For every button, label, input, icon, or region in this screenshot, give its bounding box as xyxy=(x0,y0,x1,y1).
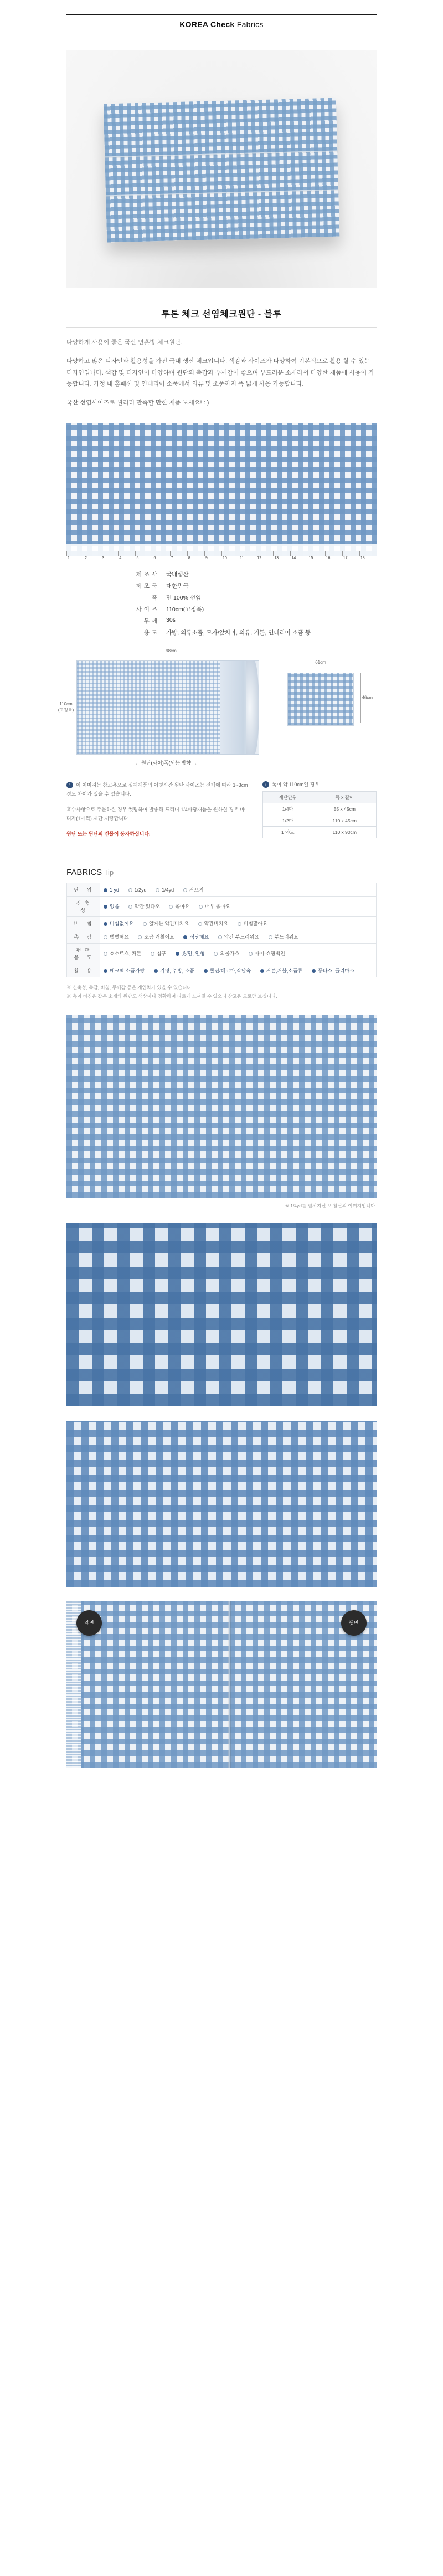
cut-size-table xyxy=(262,791,377,838)
tip-option[interactable] xyxy=(238,920,267,927)
tip-option-label: 조금 거칠어요 xyxy=(144,934,174,940)
product-title-block xyxy=(66,307,377,409)
tip-option[interactable] xyxy=(260,967,303,974)
radio-dot-icon xyxy=(198,922,202,926)
photo-pattern-c xyxy=(66,1421,377,1587)
table-cell-unit: 1/2마 xyxy=(263,815,313,827)
radio-dot-icon xyxy=(104,905,107,909)
ruler-tick-label: 2 xyxy=(85,556,87,560)
tip-option-label: 1/4yd xyxy=(162,887,174,893)
tip-option-label: 좋아요 xyxy=(175,904,190,910)
bottom-spacer xyxy=(0,1768,443,1790)
radio-dot-icon xyxy=(204,969,208,973)
specification-list xyxy=(105,569,338,638)
tip-option[interactable] xyxy=(176,950,205,957)
tip-row-touch xyxy=(67,930,377,943)
roll-tube-end xyxy=(246,660,259,755)
radio-dot-icon xyxy=(128,905,132,909)
tip-row-options xyxy=(100,916,377,930)
tip-option[interactable] xyxy=(104,920,133,927)
tip-option-label: 침구 xyxy=(156,951,167,957)
tip-option-label: 키링, 주방, 소품 xyxy=(159,967,195,974)
spec-row xyxy=(105,627,338,638)
radio-dot-icon xyxy=(104,952,107,956)
tip-option-label: 등타스, 플리마스 xyxy=(318,967,354,974)
tip-option[interactable] xyxy=(143,920,189,927)
note-line-2 xyxy=(66,805,249,823)
cut-height-dimension xyxy=(360,673,373,723)
fabrics-tip-table xyxy=(66,883,377,977)
radio-dot-icon xyxy=(249,952,253,956)
tip-option-label: 약간 있다오 xyxy=(134,904,160,910)
spec-value: 30s xyxy=(166,616,176,623)
radio-dot-icon xyxy=(128,888,132,892)
tip-option-label: 뻣뻣해요 xyxy=(110,934,129,940)
ruler-tick-label: 15 xyxy=(308,556,313,560)
ruler-tick xyxy=(170,551,187,560)
folded-fabric-image xyxy=(104,98,339,243)
tip-option-label: 얇게는 약간비치요 xyxy=(149,920,189,926)
radio-dot-icon xyxy=(104,922,107,926)
brand-name-bold: KOREA Check xyxy=(179,20,235,29)
roll-width-label: 98cm xyxy=(163,648,179,653)
tip-row-application xyxy=(67,964,377,977)
radio-dot-icon xyxy=(143,922,147,926)
diagram-row xyxy=(58,648,377,766)
tip-option[interactable] xyxy=(198,920,228,927)
ruler-tick xyxy=(84,551,101,560)
info-badge-icon-2: i xyxy=(262,781,269,788)
table-row xyxy=(263,803,377,815)
tip-row-label: 비 침 xyxy=(67,916,100,930)
ruler-tick xyxy=(359,551,377,560)
tip-option-label: 옷/인, 인형 xyxy=(181,951,205,957)
radio-dot-icon xyxy=(269,935,272,939)
note-column-left xyxy=(66,781,249,846)
ruler-tick-label: 7 xyxy=(171,556,173,560)
hero-product-photo xyxy=(66,50,377,288)
note-text-1: 이 이미지는 참고용으로 실제제품의 이렇시간 원단 사이즈는 전체에 따라 1~3cm 정도 차이가 있을 수 있습니다. xyxy=(66,782,248,797)
tip-row-options xyxy=(100,930,377,943)
left-arrow-icon: ← xyxy=(135,760,140,766)
photo-caption-1: ※ 1/4yd를 펼쳐지신 보 활살의 이미지입니다. xyxy=(285,1202,377,1208)
radio-dot-icon xyxy=(151,952,154,956)
ruler-tick-label: 6 xyxy=(153,556,156,560)
product-description xyxy=(66,337,377,409)
front-side-tag: 앞면 xyxy=(76,1610,102,1636)
note-text-2: 혹수사항으로 주문하실 경우 컷팅하여 발송해 드리며 1/4마당재품을 원하실 경우 마디자(1마씩) 재단 재량합니다. xyxy=(66,807,245,822)
ruler-tick xyxy=(135,551,152,560)
grain-direction-label: 원단(사이)폭(되는 방향 xyxy=(141,760,191,766)
radio-dot-icon xyxy=(169,905,173,909)
page-header xyxy=(0,0,443,40)
tip-option[interactable] xyxy=(104,950,141,957)
ruler-tick xyxy=(66,551,84,560)
radio-dot-icon xyxy=(218,935,222,939)
tip-row-label: 단 위 xyxy=(67,883,100,896)
tip-row-options xyxy=(100,943,377,964)
photo-pattern-b xyxy=(66,1223,377,1406)
tip-option[interactable] xyxy=(249,950,285,957)
check-pattern-texture xyxy=(104,98,339,243)
description-paragraph-2: 국산 선염사이즈로 퀄리티 만족할 만한 제품 보세요! : ) xyxy=(66,400,209,407)
tip-option-label: 비침많아요 xyxy=(243,920,268,926)
ruler-tick xyxy=(256,551,273,560)
radio-dot-icon xyxy=(104,969,107,973)
roll-height-dimension xyxy=(58,660,74,755)
spec-row xyxy=(105,580,338,592)
cut-swatch-grid xyxy=(288,673,353,725)
spec-key: 두께 xyxy=(143,617,159,624)
spec-value: 110cm(고정폭) xyxy=(166,606,204,613)
tip-option[interactable] xyxy=(218,933,259,940)
ruler-tick xyxy=(342,551,359,560)
tip-option[interactable] xyxy=(151,950,166,957)
fabric-roll-graphic xyxy=(76,660,259,755)
spec-row xyxy=(105,603,338,615)
tip-option-label: 1 yd xyxy=(110,887,120,893)
table-header-row xyxy=(263,792,377,803)
fabrics-tip-section xyxy=(66,868,377,1001)
tip-option[interactable] xyxy=(104,967,145,974)
tip-note-line-2: ※ 촉이 비침은 같은 소재와 원단도 색상마다 정확하며 다르게 느껴질 수 있으니 참고용 으로만 보십니다. xyxy=(66,993,277,999)
tip-row-stretch xyxy=(67,896,377,916)
note-line-3 xyxy=(66,829,249,838)
ruler-tick-label: 14 xyxy=(291,556,296,560)
ruler-tick-label: 10 xyxy=(222,556,227,560)
ruler-tick-label: 1 xyxy=(68,556,70,560)
tip-option-label: 쿨진/데코마,작달속 xyxy=(209,967,251,974)
spec-value: 국내생산 xyxy=(166,571,189,578)
fabric-seam xyxy=(228,1601,231,1768)
tip-option[interactable] xyxy=(214,950,239,957)
back-side-tag: 뒷면 xyxy=(341,1610,367,1636)
tip-option-label: 1/2yd xyxy=(134,887,147,893)
info-badge-icon: ! xyxy=(66,782,73,788)
spec-key: 용도 xyxy=(143,629,159,636)
title-divider xyxy=(66,327,377,328)
ruler-tick-label: 5 xyxy=(136,556,139,560)
ruler-tick xyxy=(118,551,135,560)
tip-option[interactable] xyxy=(138,933,174,940)
tip-option-label: 아이-쇼핑백인 xyxy=(254,951,285,957)
ruler-tick-label: 13 xyxy=(274,556,279,560)
roll-height-label: 110cm (고정폭) xyxy=(56,700,75,714)
ruler-scale xyxy=(66,544,377,560)
detail-photo-flat-swatch xyxy=(66,1015,377,1198)
radio-dot-icon xyxy=(183,935,187,939)
fabric-swatch-photo xyxy=(66,423,377,560)
tip-option-label: 매우 좋아요 xyxy=(205,904,230,910)
tip-option[interactable] xyxy=(154,967,194,974)
spec-key: 제조국 xyxy=(136,582,159,590)
ruler-tick xyxy=(239,551,256,560)
tip-option-label: 커튼,커불,소품류 xyxy=(266,967,303,974)
spec-value: 대한민국 xyxy=(166,582,189,590)
note-text-3: 원단 또는 원단의 컨물이 동자하실니다. xyxy=(66,831,151,837)
tip-option[interactable] xyxy=(183,886,204,893)
radio-dot-icon xyxy=(176,952,179,956)
spec-key: 폭 xyxy=(151,594,159,601)
radio-dot-icon xyxy=(199,905,203,909)
fabrics-tip-title-light: Tip xyxy=(102,868,114,877)
tip-option[interactable] xyxy=(128,887,147,893)
cut-width-label: 61cm xyxy=(313,660,328,665)
tip-row-label: 펀단용 도 xyxy=(67,943,100,964)
table-cell-size: 55 x 45cm xyxy=(313,803,376,815)
radio-dot-icon xyxy=(156,888,159,892)
spec-row xyxy=(105,615,338,627)
tip-option[interactable] xyxy=(169,903,189,910)
ruler-tick xyxy=(325,551,342,560)
note-column-right xyxy=(262,781,377,846)
spec-key: 사이즈 xyxy=(136,606,159,613)
tip-option-label: 비침없어요 xyxy=(110,920,134,926)
radio-dot-icon xyxy=(138,935,142,939)
table-cell-unit: 1/4마 xyxy=(263,803,313,815)
ruler-tick xyxy=(222,551,239,560)
fabric-roll-diagram xyxy=(58,648,266,766)
table-row xyxy=(263,827,377,838)
ruler-tick xyxy=(187,551,204,560)
ruler-tick-label: 12 xyxy=(257,556,261,560)
table-cell-size: 110 x 90cm xyxy=(313,827,376,838)
tip-option-label: 적당해요 xyxy=(189,934,209,940)
ruler-tick-label: 8 xyxy=(188,556,190,560)
tip-option-label: 약간 부드러워요 xyxy=(224,934,260,940)
fabrics-tip-title-bold: FABRICS xyxy=(66,867,102,877)
tip-row-usage xyxy=(67,943,377,964)
detail-photo-front-back xyxy=(66,1601,377,1768)
fabrics-tip-title xyxy=(66,868,377,877)
spec-value: 면 100% 선염 xyxy=(166,594,202,601)
tip-row-options xyxy=(100,896,377,916)
cut-table-title-text: 폭이 약 110cm일 경우 xyxy=(272,781,320,787)
ruler-tick-label: 3 xyxy=(102,556,105,560)
radio-dot-icon xyxy=(183,888,187,892)
tip-row-transparency xyxy=(67,916,377,930)
radio-dot-icon xyxy=(260,969,264,973)
cut-table-title xyxy=(262,781,377,788)
spec-value: 가방, 의류소품, 모자/앞치마, 의류, 커튼, 인테리어 소품 등 xyxy=(166,629,311,636)
ruler-tick xyxy=(153,551,170,560)
tip-row-options xyxy=(100,964,377,977)
tip-option[interactable] xyxy=(204,967,251,974)
tip-option[interactable] xyxy=(104,903,119,910)
table-cell-size: 110 x 45cm xyxy=(313,815,376,827)
diagram-notes xyxy=(66,781,377,846)
brand-banner xyxy=(66,14,377,34)
brand-name-light: Fabrics xyxy=(236,20,264,29)
cut-height-label: 46cm xyxy=(362,695,373,700)
spec-row xyxy=(105,569,338,580)
ruler-tick xyxy=(273,551,290,560)
description-paragraph-1: 다양하고 많은 디자인과 활용성을 가진 국내 생산 체크입니다. 색감과 사이즈가 다양하여 기본적으로 활용 할 수 있는 디자인입니다. 색감 및 디자인이 다양하며 원단의 촉감과 두께감이 좋으며 부드러운 소재라서 다양한 제품에 사용이 가능합니다. 가정 내 홈패션 및 인테리어 소품에서 의류 및 소품까지 폭 넓게 사용 가능합니다. xyxy=(66,358,374,388)
tip-option-label: 약간비치요 xyxy=(204,920,229,926)
tip-option-label: 커프지 xyxy=(189,887,204,893)
photo-pattern-a xyxy=(66,1015,377,1198)
fabrics-tip-notes xyxy=(66,983,377,1001)
ruler-tick-label: 4 xyxy=(119,556,122,560)
tip-option[interactable] xyxy=(199,903,230,910)
radio-dot-icon xyxy=(214,952,218,956)
tip-row-label: 활 용 xyxy=(67,964,100,977)
ruler-tick-label: 9 xyxy=(205,556,208,560)
tip-row-unit xyxy=(67,883,377,896)
size-diagram-section xyxy=(58,648,377,846)
radio-dot-icon xyxy=(154,969,158,973)
detail-photo-draped xyxy=(66,1421,377,1587)
tip-option-label: 없음 xyxy=(110,904,120,910)
description-intro: 다양하게 사용이 좋은 국산 면혼방 체크원단. xyxy=(66,339,183,346)
tip-row-label: 촉 감 xyxy=(67,930,100,943)
roll-width-dimension xyxy=(76,648,266,659)
table-header-cell: 재단단위 xyxy=(263,792,313,803)
table-header-cell: 폭 x 길이 xyxy=(313,792,376,803)
radio-dot-icon xyxy=(312,969,316,973)
detail-photo-macro-weave xyxy=(66,1223,377,1406)
page-title: 투톤 체크 선염체크원단 - 블루 xyxy=(161,310,282,319)
tip-option[interactable] xyxy=(104,933,129,940)
table-row xyxy=(263,815,377,827)
tip-option[interactable] xyxy=(183,933,209,940)
radio-dot-icon xyxy=(104,935,107,939)
ruler-tick-label: 18 xyxy=(360,556,365,560)
spec-row xyxy=(105,592,338,603)
tip-row-label: 신축성 xyxy=(67,896,100,916)
grain-direction-caption xyxy=(66,759,266,766)
tip-option[interactable] xyxy=(269,933,298,940)
ruler-tick xyxy=(290,551,307,560)
tip-option[interactable] xyxy=(312,967,354,974)
ruler-tick-label: 17 xyxy=(343,556,348,560)
cut-size-diagram xyxy=(274,659,373,726)
tip-row-options xyxy=(100,883,377,896)
ruler-tick xyxy=(204,551,222,560)
tip-option[interactable] xyxy=(128,903,160,910)
ruler-tick-label: 11 xyxy=(240,556,244,560)
tip-option-label: 의물가스 xyxy=(220,951,240,957)
ruler-tick xyxy=(101,551,118,560)
right-arrow-icon: → xyxy=(192,760,198,766)
radio-dot-icon xyxy=(238,922,241,926)
tip-note-line-1: ※ 신축성, 촉감, 비침, 두께감 등은 개인차가 있을 수 있습니다. xyxy=(66,984,193,990)
swatch-pattern xyxy=(66,423,377,556)
ruler-tick-label: 16 xyxy=(326,556,331,560)
note-line-1 xyxy=(66,781,249,798)
tip-option-label: 쇼소르스, 커튼 xyxy=(110,951,142,957)
tip-option[interactable] xyxy=(104,887,119,893)
table-cell-unit: 1 야드 xyxy=(263,827,313,838)
tip-option-label: 부드러워요 xyxy=(274,934,299,940)
ruler-tick xyxy=(308,551,325,560)
photo-pattern-a2 xyxy=(66,1601,377,1768)
cut-swatch-graphic xyxy=(287,673,354,726)
tip-option[interactable] xyxy=(156,887,174,893)
radio-dot-icon xyxy=(104,888,107,892)
tip-option-label: 배크백,소품가방 xyxy=(110,967,145,974)
spec-key: 제조사 xyxy=(136,571,159,578)
